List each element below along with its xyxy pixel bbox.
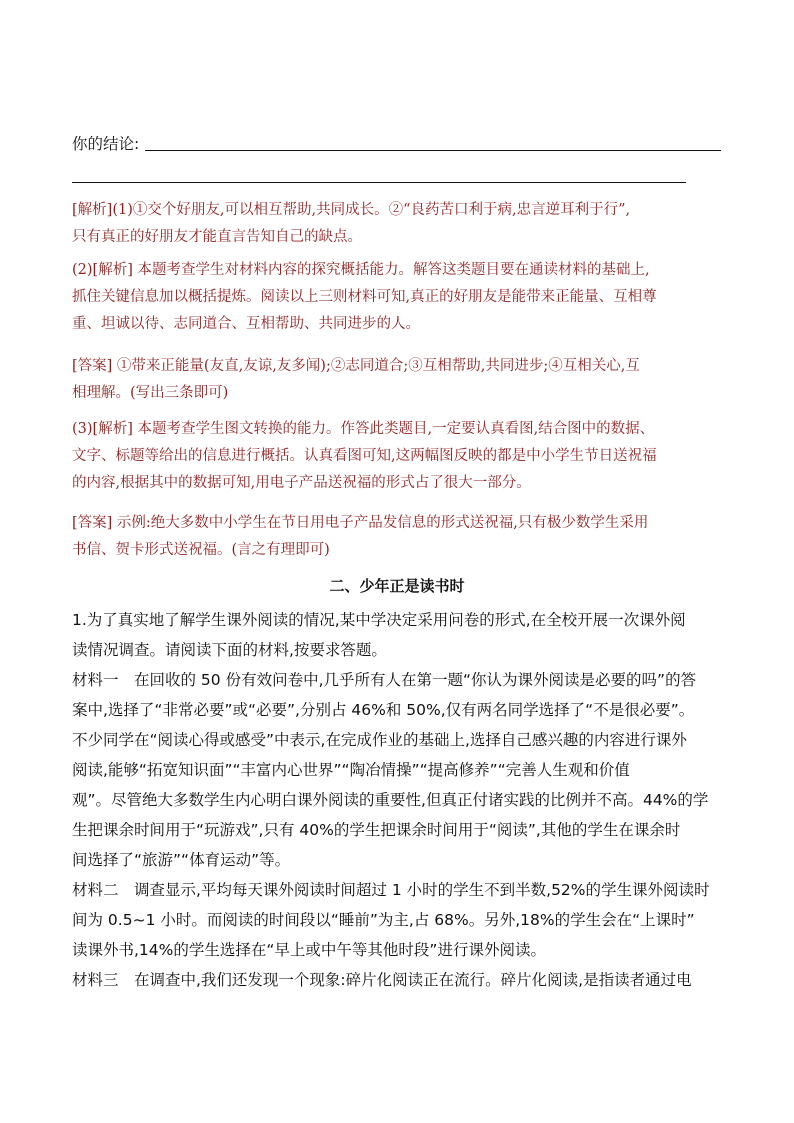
body-line: 读课外书,14%的学生选择在“早上或中午等其他时段”进行课外阅读。 (72, 941, 546, 959)
analysis-line: 重、坦诚以待、志同道合、互相帮助、共同进步的人。 (72, 316, 420, 332)
answer-line: 书信、贺卡形式送祝福。(言之有理即可) (72, 542, 330, 558)
body-line: 不少同学在“阅读心得或感受”中表示,在完成作业的基础上,选择自己感兴趣的内容进行课外 (72, 731, 687, 749)
analysis-line: 文字、标题等给出的信息进行概括。认真看图可知,这两幅图反映的都是中小学生节日送祝福 (72, 448, 657, 464)
answer-blank-line-2 (72, 182, 686, 183)
analysis-block-1 (72, 197, 732, 251)
conclusion-label: 你的结论: (72, 135, 140, 153)
analysis-line: (2)[解析] 本题考查学生对材料内容的探究概括能力。解答这类题目要在通读材料的基础上, (72, 262, 650, 278)
question-body (72, 605, 732, 995)
answer-block-2 (72, 510, 732, 564)
answer-block-1 (72, 353, 732, 407)
analysis-line: 只有真正的好朋友才能直言告知自己的缺点。 (72, 229, 362, 245)
body-line: 材料三 在调查中,我们还发现一个现象:碎片化阅读正在流行。碎片化阅读,是指读者通过电 (72, 971, 692, 989)
analysis-block-2 (72, 257, 732, 338)
analysis-line: 的内容,根据其中的数据可知,用电子产品送祝福的形式占了很大一部分。 (72, 475, 531, 491)
body-line: 间为 0.5~1 小时。而阅读的时间段以“睡前”为主,占 68%。另外,18%的学生会在“上课时” (72, 911, 695, 929)
body-line: 材料一 在回收的 50 份有效问卷中,几乎所有人在第一题“你认为课外阅读是必要的吗”的答 (72, 671, 697, 689)
body-line: 读情况调查。请阅读下面的材料,按要求答题。 (72, 641, 387, 659)
answer-blank-line-1 (145, 150, 721, 151)
body-line: 案中,选择了“非常必要”或“必要”,分别占 46%和 50%,仅有两名同学选择了“不是很必要”。 (72, 701, 695, 719)
answer-line: [答案] 示例:绝大多数中小学生在节日用电子产品发信息的形式送祝福,只有极少数学生采用 (72, 515, 649, 531)
body-line: 材料二 调查显示,平均每天课外阅读时间超过 1 小时的学生不到半数,52%的学生课外阅读时 (72, 881, 710, 899)
body-line: 阅读,能够“拓宽知识面”“丰富内心世界”“陶冶情操”“提高修养”“完善人生观和价值 (72, 761, 630, 779)
body-line: 观”。尽管绝大多数学生内心明白课外阅读的重要性,但真正付诸实践的比例并不高。44%的学 (72, 791, 709, 809)
body-line: 生把课余时间用于“玩游戏”,只有 40%的学生把课余时间用于“阅读”,其他的学生在课余时 (72, 821, 681, 839)
analysis-block-3 (72, 416, 732, 497)
answer-line: [答案] ①带来正能量(友直,友谅,友多闻);②志同道合;③互相帮助,共同进步;④互相关心,互 (72, 358, 640, 374)
answer-line: 相理解。(写出三条即可) (72, 385, 229, 401)
analysis-line: [解析](1)①交个好朋友,可以相互帮助,共同成长。②“良药苦口利于病,忠言逆耳利于行”, (72, 202, 631, 218)
analysis-line: (3)[解析] 本题考查学生图文转换的能力。作答此类题目,一定要认真看图,结合图中的数据、 (72, 421, 655, 437)
analysis-line: 抓住关键信息加以概括提炼。阅读以上三则材料可知,真正的好朋友是能带来正能量、互相尊 (72, 289, 657, 305)
section-title: 二、少年正是读书时 (329, 577, 465, 595)
body-line: 1.为了真实地了解学生课外阅读的情况,某中学决定采用问卷的形式,在全校开展一次课外阅 (72, 611, 686, 629)
body-line: 间选择了“旅游”“体育运动”等。 (72, 851, 291, 869)
